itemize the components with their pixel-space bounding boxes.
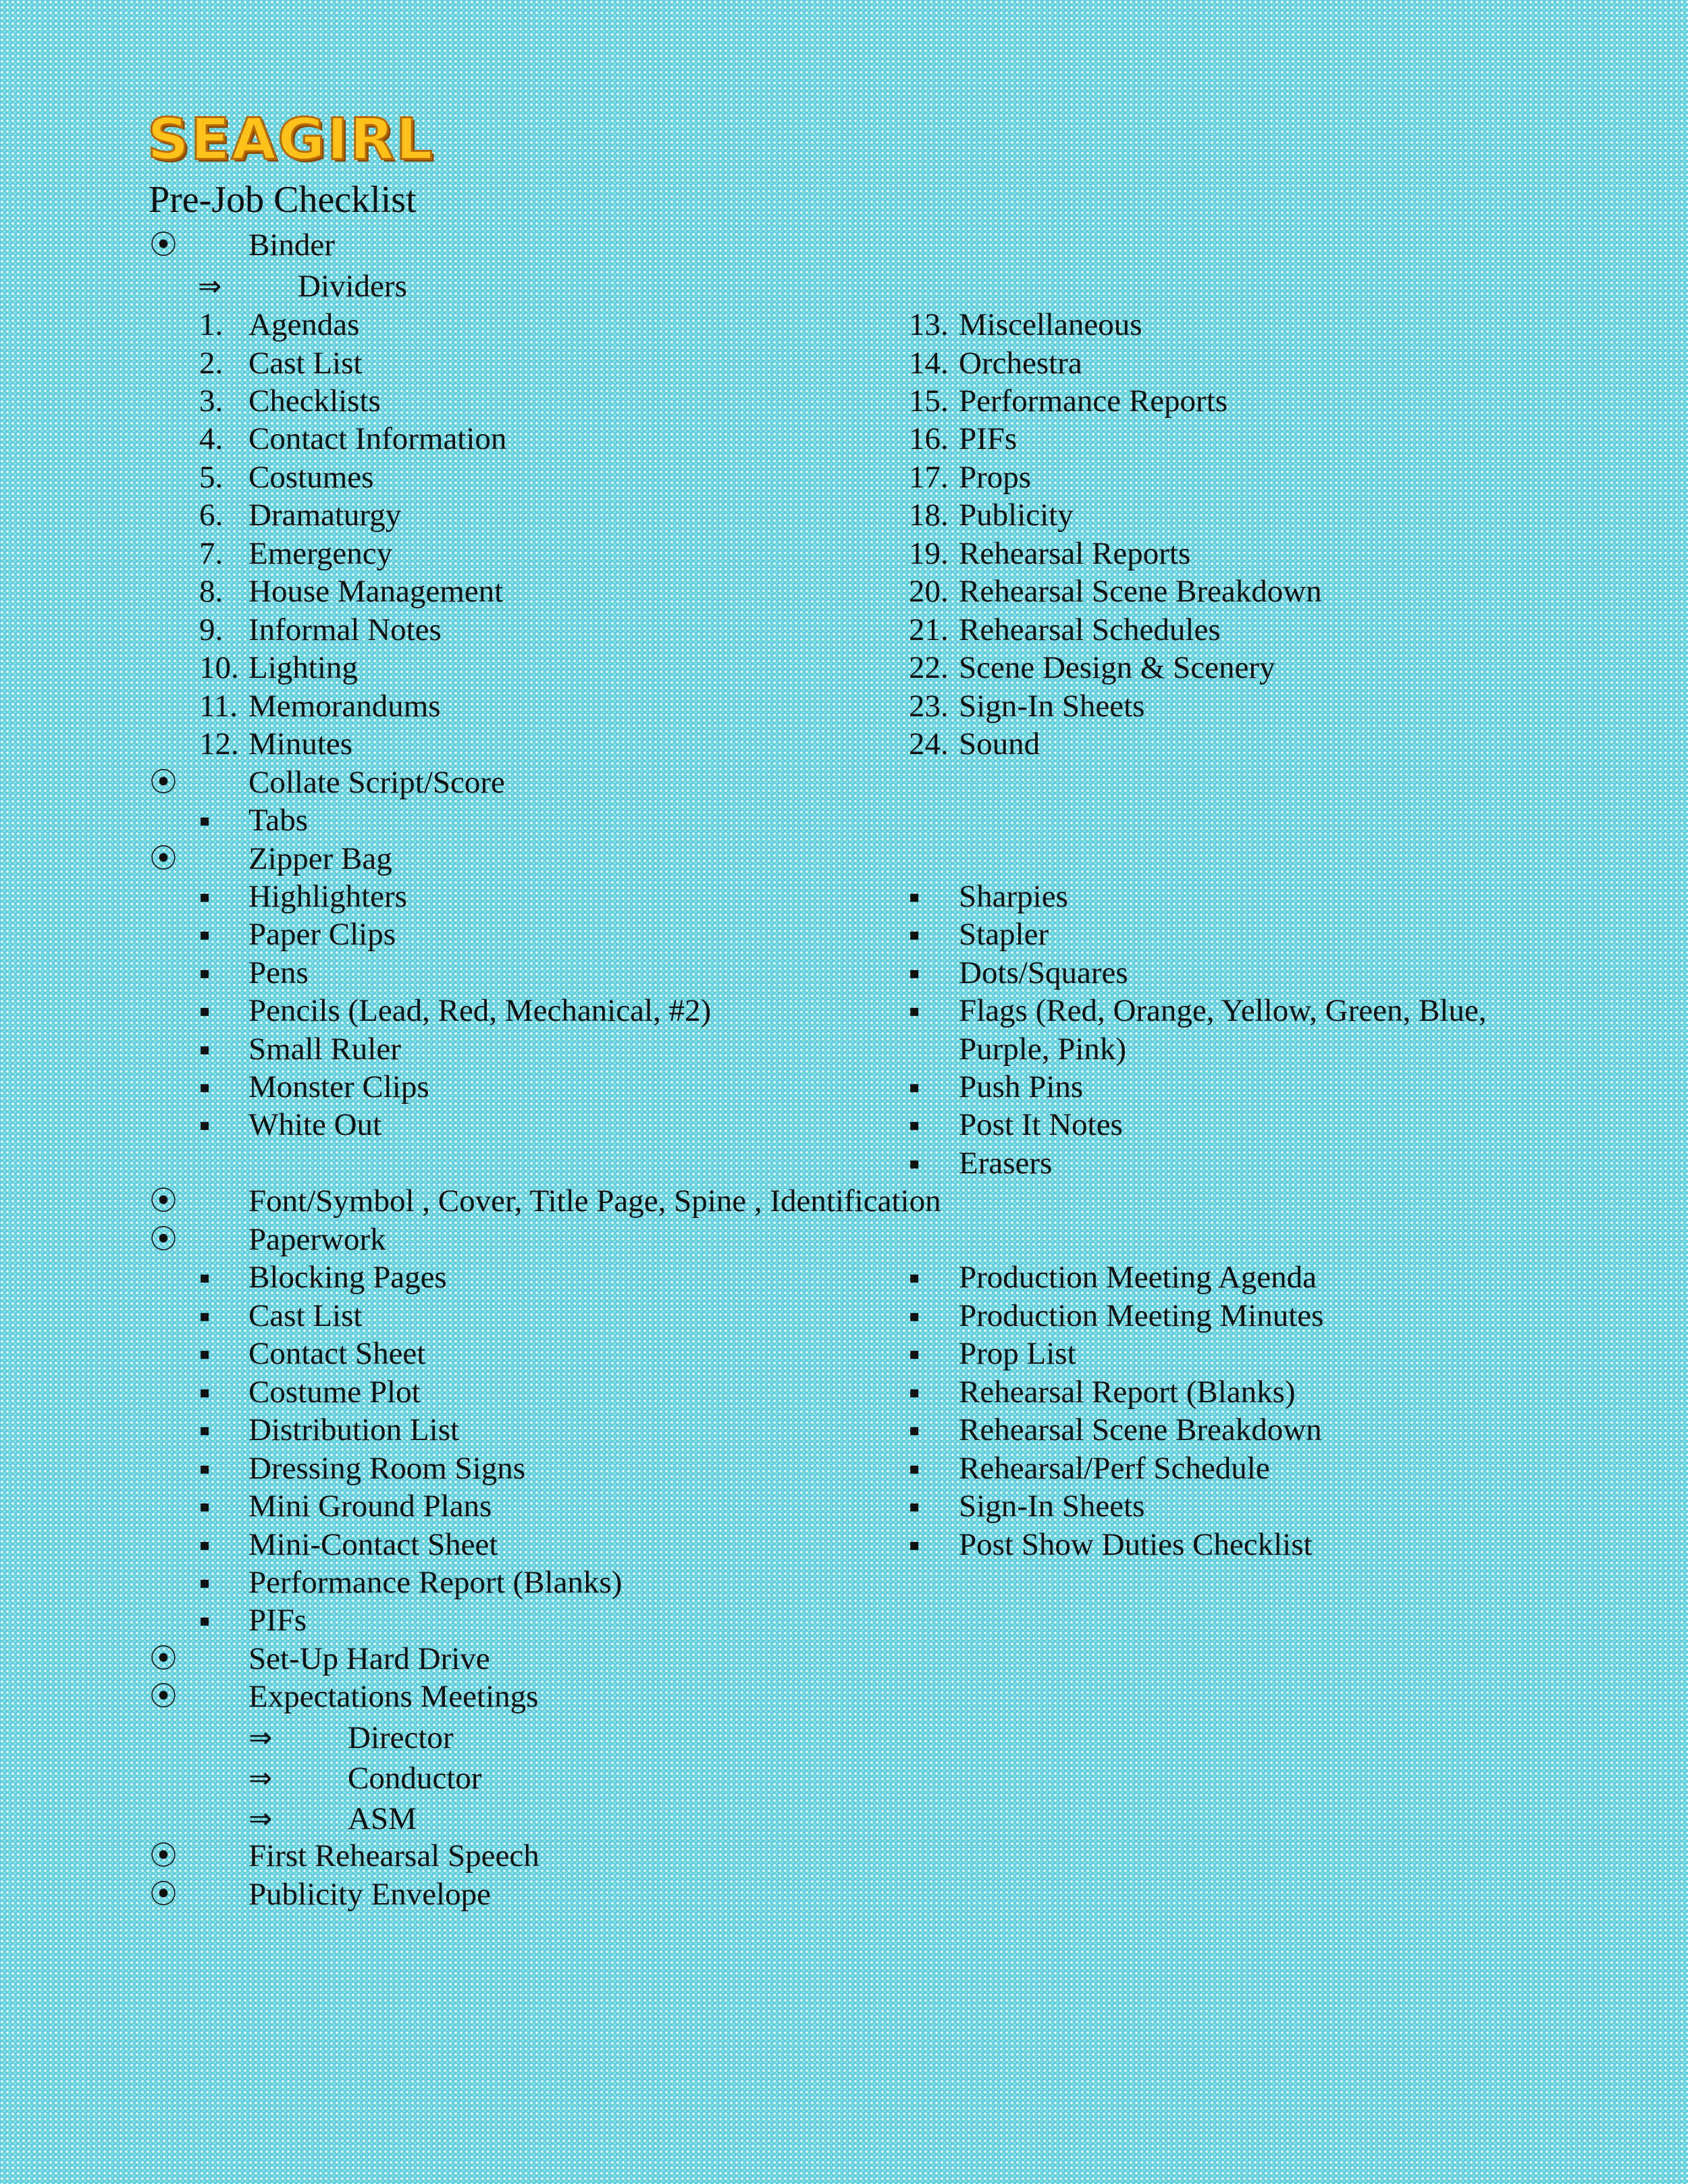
paperwork-left-square-icon: ▪ [199, 1459, 211, 1478]
expectations-arrow-icon: ⇒ [248, 1721, 273, 1754]
zipper-item: Pencils (Lead, Red, Mechanical, #2) [248, 993, 712, 1028]
paperwork-left-square-icon: ▪ [199, 1383, 211, 1402]
paperwork-left-square-icon: ▪ [199, 1573, 211, 1592]
zipper-left-square-icon: ▪ [199, 1077, 211, 1096]
divider-item: Rehearsal Scene Breakdown [959, 574, 1322, 609]
zipper-left-square-icon: ▪ [199, 887, 211, 906]
paperwork-right-square-icon: ▪ [909, 1306, 920, 1325]
divider-number: 17. [909, 460, 949, 495]
binder-label: Binder [248, 228, 335, 263]
paperwork-item: Distribution List [248, 1412, 460, 1447]
divider-item: Miscellaneous [959, 307, 1142, 342]
collate-label: Collate Script/Score [248, 765, 505, 800]
zipper-item: Paper Clips [248, 917, 396, 952]
divider-number: 1. [199, 307, 223, 342]
page-title: Pre-Job Checklist [149, 179, 417, 221]
tabs-square-icon: ▪ [199, 811, 211, 830]
paperwork-item: Rehearsal Report (Blanks) [959, 1375, 1296, 1410]
paperwork-item: Performance Report (Blanks) [248, 1565, 623, 1600]
dividers-arrow-icon: ⇒ [198, 269, 222, 302]
collate-bullet-icon: ⦿ [150, 767, 177, 798]
paperwork-item: Contact Sheet [248, 1336, 426, 1371]
paperwork-left-square-icon: ▪ [199, 1611, 211, 1630]
zipper-label: Zipper Bag [248, 841, 392, 876]
divider-item: Costumes [248, 460, 374, 495]
divider-item: Agendas [248, 307, 360, 342]
zipper-left-square-icon: ▪ [199, 1001, 211, 1020]
divider-number: 7. [199, 536, 223, 571]
paperwork-left-square-icon: ▪ [199, 1344, 211, 1363]
paperwork-left-square-icon: ▪ [199, 1535, 211, 1554]
dividers-label: Dividers [298, 269, 407, 304]
zipper-item: Sharpies [959, 879, 1068, 914]
divider-number: 2. [199, 346, 223, 381]
divider-item: Performance Reports [959, 383, 1228, 419]
divider-item: Dramaturgy [248, 498, 402, 533]
expectations-item: Conductor [348, 1761, 482, 1796]
divider-item: Minutes [248, 726, 353, 762]
divider-number: 8. [199, 574, 223, 609]
paperwork-item: Dressing Room Signs [248, 1451, 525, 1486]
paperwork-right-square-icon: ▪ [909, 1268, 920, 1287]
divider-number: 10. [199, 650, 239, 685]
divider-item: Orchestra [959, 346, 1082, 381]
zipper-item: Erasers [959, 1146, 1053, 1181]
divider-number: 4. [199, 421, 223, 456]
divider-item: Sound [959, 726, 1040, 762]
paperwork-item: Prop List [959, 1336, 1076, 1371]
expectations-item: Director [348, 1720, 454, 1755]
expectations-bullet-icon: ⦿ [150, 1681, 177, 1712]
divider-item: Props [959, 460, 1032, 495]
zipper-item: Flags (Red, Orange, Yellow, Green, Blue, [959, 993, 1487, 1028]
paperwork-right-square-icon: ▪ [909, 1459, 920, 1478]
zipper-right-square-icon: ▪ [909, 1077, 920, 1096]
divider-number: 12. [199, 726, 239, 762]
divider-item: Scene Design & Scenery [959, 650, 1275, 685]
publicity-envelope-bullet-icon: ⦿ [150, 1879, 177, 1910]
paperwork-left-square-icon: ▪ [199, 1268, 211, 1287]
divider-item: Informal Notes [248, 612, 442, 647]
divider-number: 19. [909, 536, 949, 571]
zipper-item: White Out [248, 1107, 382, 1142]
zipper-bullet-icon: ⦿ [150, 843, 177, 874]
divider-item: Emergency [248, 536, 393, 571]
divider-number: 6. [199, 498, 223, 533]
divider-item: Cast List [248, 346, 363, 381]
divider-number: 24. [909, 726, 949, 762]
zipper-right-square-icon: ▪ [909, 1115, 920, 1134]
divider-number: 18. [909, 498, 949, 533]
paperwork-item: Sign-In Sheets [959, 1489, 1145, 1524]
divider-number: 11. [199, 689, 238, 724]
divider-item: Checklists [248, 383, 381, 419]
divider-number: 20. [909, 574, 949, 609]
zipper-item: Dots/Squares [959, 955, 1128, 990]
paperwork-right-square-icon: ▪ [909, 1535, 920, 1554]
paperwork-item: Rehearsal Scene Breakdown [959, 1412, 1322, 1447]
divider-item: Publicity [959, 498, 1074, 533]
zipper-item: Small Ruler [248, 1032, 401, 1067]
paperwork-right-square-icon: ▪ [909, 1344, 920, 1363]
paperwork-item: Production Meeting Minutes [959, 1298, 1324, 1333]
divider-number: 5. [199, 460, 223, 495]
seagirl-logo: SEAGIRL [147, 107, 434, 173]
hard-drive-bullet-icon: ⦿ [150, 1643, 177, 1674]
paperwork-label: Paperwork [248, 1222, 386, 1257]
zipper-item-continuation: Purple, Pink) [959, 1032, 1127, 1067]
divider-item: Lighting [248, 650, 358, 685]
expectations-arrow-icon: ⇒ [248, 1761, 273, 1794]
hard-drive-label: Set-Up Hard Drive [248, 1641, 490, 1676]
paperwork-item: Post Show Duties Checklist [959, 1527, 1313, 1562]
zipper-left-square-icon: ▪ [199, 925, 211, 944]
divider-item: Memorandums [248, 689, 441, 724]
divider-number: 22. [909, 650, 949, 685]
paperwork-item: Costume Plot [248, 1375, 421, 1410]
zipper-item: Highlighters [248, 879, 407, 914]
zipper-left-square-icon: ▪ [199, 1040, 211, 1059]
paperwork-item: Mini Ground Plans [248, 1489, 492, 1524]
zipper-right-square-icon: ▪ [909, 925, 920, 944]
divider-number: 13. [909, 307, 949, 342]
zipper-item: Pens [248, 955, 309, 990]
first-rehearsal-bullet-icon: ⦿ [150, 1840, 177, 1871]
paperwork-right-square-icon: ▪ [909, 1420, 920, 1439]
paperwork-item: Cast List [248, 1298, 363, 1333]
zipper-right-square-icon: ▪ [909, 1001, 920, 1020]
font-symbol-bullet-icon: ⦿ [150, 1186, 177, 1217]
paperwork-item: Mini-Contact Sheet [248, 1527, 498, 1562]
expectations-label: Expectations Meetings [248, 1679, 539, 1714]
paperwork-item: Rehearsal/Perf Schedule [959, 1451, 1270, 1486]
zipper-item: Push Pins [959, 1069, 1084, 1104]
paperwork-bullet-icon: ⦿ [150, 1224, 177, 1255]
zipper-item: Post It Notes [959, 1107, 1123, 1142]
binder-bullet-icon: ⦿ [150, 230, 177, 261]
divider-item: Rehearsal Schedules [959, 612, 1221, 647]
divider-number: 21. [909, 612, 949, 647]
divider-number: 3. [199, 383, 223, 419]
paperwork-item: Blocking Pages [248, 1260, 447, 1295]
paperwork-left-square-icon: ▪ [199, 1306, 211, 1325]
zipper-item: Monster Clips [248, 1069, 429, 1104]
paperwork-left-square-icon: ▪ [199, 1420, 211, 1439]
paperwork-right-square-icon: ▪ [909, 1497, 920, 1516]
zipper-right-square-icon: ▪ [909, 963, 920, 982]
divider-number: 14. [909, 346, 949, 381]
divider-number: 23. [909, 689, 949, 724]
zipper-left-square-icon: ▪ [199, 963, 211, 982]
paperwork-right-square-icon: ▪ [909, 1383, 920, 1402]
divider-number: 16. [909, 421, 949, 456]
expectations-arrow-icon: ⇒ [248, 1802, 273, 1835]
zipper-right-square-icon: ▪ [909, 1154, 920, 1173]
paperwork-left-square-icon: ▪ [199, 1497, 211, 1516]
divider-number: 15. [909, 383, 949, 419]
expectations-item: ASM [348, 1801, 417, 1836]
divider-item: Sign-In Sheets [959, 689, 1145, 724]
zipper-right-square-icon: ▪ [909, 887, 920, 906]
divider-item: House Management [248, 574, 504, 609]
divider-item: Rehearsal Reports [959, 536, 1191, 571]
first-rehearsal-label: First Rehearsal Speech [248, 1838, 539, 1873]
divider-number: 9. [199, 612, 223, 647]
paperwork-item: Production Meeting Agenda [959, 1260, 1317, 1295]
zipper-left-square-icon: ▪ [199, 1115, 211, 1134]
font-symbol-label: Font/Symbol , Cover, Title Page, Spine , Identification [248, 1183, 941, 1219]
paperwork-item: PIFs [248, 1603, 307, 1638]
collate-item: Tabs [248, 803, 309, 838]
zipper-item: Stapler [959, 917, 1049, 952]
publicity-envelope-label: Publicity Envelope [248, 1877, 491, 1912]
divider-item: PIFs [959, 421, 1018, 456]
divider-item: Contact Information [248, 421, 507, 456]
